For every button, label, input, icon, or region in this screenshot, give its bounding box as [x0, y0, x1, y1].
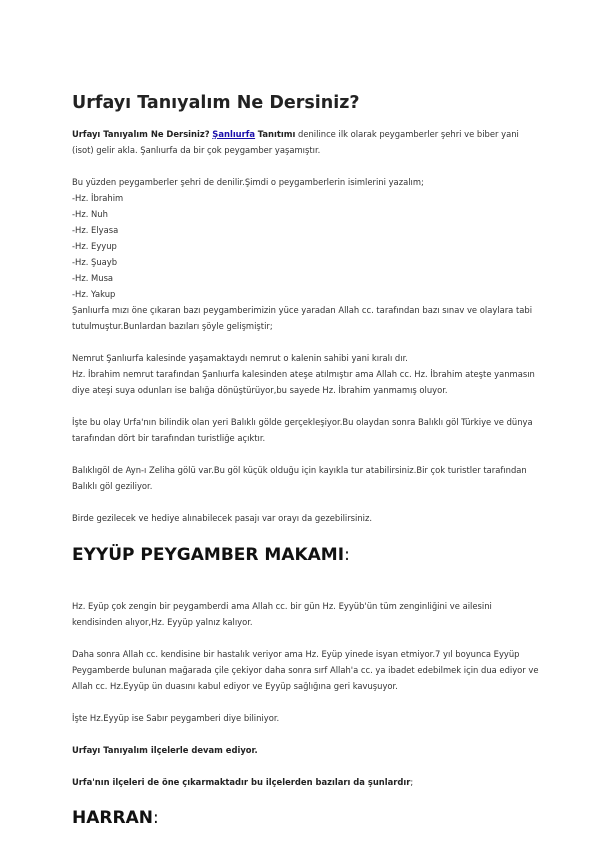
zeliha-line: Balıklı göl geziliyor.	[72, 481, 153, 491]
section-heading-eyyup	[72, 545, 350, 565]
prophets-after-line: tutulmuştur.Bunlardan bazıları şöyle gelişmiştir;	[72, 321, 273, 331]
section-heading-harran-text: HARRAN	[72, 808, 153, 828]
districts-list-intro-text: Urfa'nın ilçeleri de öne çıkarmaktadır bu ilçelerden bazıları da şunlardır	[72, 777, 411, 787]
intro-line-1-rest: denilince ilk olarak peygamberler şehri ve biber yani	[298, 129, 519, 139]
balikli-line: tarafından dört bir tarafından turistliğe açıktır.	[72, 433, 266, 443]
bazaar-line: Birde gezilecek ve hediye alınabilecek pasajı var orayı da gezebilirsiniz.	[72, 513, 373, 523]
intro-line-1	[72, 126, 519, 142]
intro-line-2: (isot) gelir akla. Şanlıurfa da bir çok peygamber yaşamıştır.	[72, 145, 321, 155]
districts-list-intro	[72, 774, 413, 790]
eyyup-p2-line: Daha sonra Allah cc. kendisine bir hastalık veriyor ama Hz. Eyüp yinede isyan etmiyor.7 yıl boyunca Eyyüp	[72, 649, 520, 659]
prophet-item: -Hz. Musa	[72, 273, 114, 283]
section-heading-eyyup-colon: :	[344, 545, 350, 565]
districts-intro-bold: Urfayı Tanıyalım ilçelerle devam ediyor.	[72, 745, 258, 755]
section-heading-harran-colon: :	[152, 808, 159, 828]
prophet-item: -Hz. Nuh	[72, 209, 108, 219]
zeliha-line: Balıklıgöl de Ayn-ı Zeliha gölü var.Bu göl küçük olduğu için kayıkla tur atabilirsiniz.Bir çok turistler tarafından	[72, 465, 527, 475]
section-heading-harran	[72, 808, 159, 828]
page-title: Urfayı Tanıyalım Ne Dersiniz?	[72, 93, 360, 113]
prophet-item: -Hz. Elyasa	[72, 225, 119, 235]
sanliurfa-link[interactable]: Şanlıurfa	[212, 129, 256, 139]
intro-bold-after: Tanıtımı	[257, 129, 296, 139]
balikli-line: İşte bu olay Urfa'nın bilindik olan yeri Balıklı gölde gerçekleşiyor.Bu olaydan sonra Balıklı göl Türkiye ve dünya	[72, 417, 533, 427]
prophets-after-line: Şanlıurfa mızı öne çıkaran bazı peygamberimizin yüce yaradan Allah cc. tarafından bazı sınav ve olaylara tabi	[72, 305, 533, 315]
eyyup-p2-line: Allah cc. Hz.Eyyüp ün duasını kabul ediyor ve Eyyüp sağlığına geri kavuşuyor.	[72, 681, 398, 691]
prophet-item: -Hz. Eyyup	[72, 241, 117, 251]
intro-bold-lead: Urfayı Tanıyalım Ne Dersiniz?	[72, 129, 210, 139]
prophet-item: -Hz. Şuayb	[72, 257, 118, 267]
nemrut-line: Hz. İbrahim nemrut tarafından Şanlıurfa kalesinden ateşe atılmıştır ama Allah cc. Hz. İbrahim ateşte yanmasın	[72, 369, 535, 379]
nemrut-line: diye ateşi suya odunları ise balığa dönüştürüyor,bu sayede Hz. İbrahim yanmamış oluyor.	[72, 385, 448, 395]
eyyup-p1-line: kendisinden alıyor,Hz. Eyyüp yalnız kalıyor.	[72, 617, 253, 627]
section-heading-eyyup-text: EYYÜP PEYGAMBER MAKAMI	[72, 545, 345, 565]
nemrut-line: Nemrut Şanlıurfa kalesinde yaşamaktaydı nemrut o kalenin sahibi yani kıralı dır.	[72, 353, 408, 363]
eyyup-p2-line: Peygamberde bulunan mağarada çile çekiyor daha sonra sırf Allah'a cc. ya ibadet edebilmek için dua ediyor ve	[72, 665, 539, 675]
districts-list-intro-tail: ;	[410, 777, 414, 787]
prophet-item: -Hz. İbrahim	[72, 193, 124, 203]
prophet-item: -Hz. Yakup	[72, 289, 116, 299]
prophets-intro: Bu yüzden peygamberler şehri de denilir.Şimdi o peygamberlerin isimlerini yazalım;	[72, 177, 424, 187]
eyyup-p3: İşte Hz.Eyyüp ise Sabır peygamberi diye biliniyor.	[72, 713, 280, 723]
eyyup-p1-line: Hz. Eyüp çok zengin bir peygamberdi ama Allah cc. bir gün Hz. Eyyüb'ün tüm zenginliğini ve ailesini	[72, 601, 492, 611]
